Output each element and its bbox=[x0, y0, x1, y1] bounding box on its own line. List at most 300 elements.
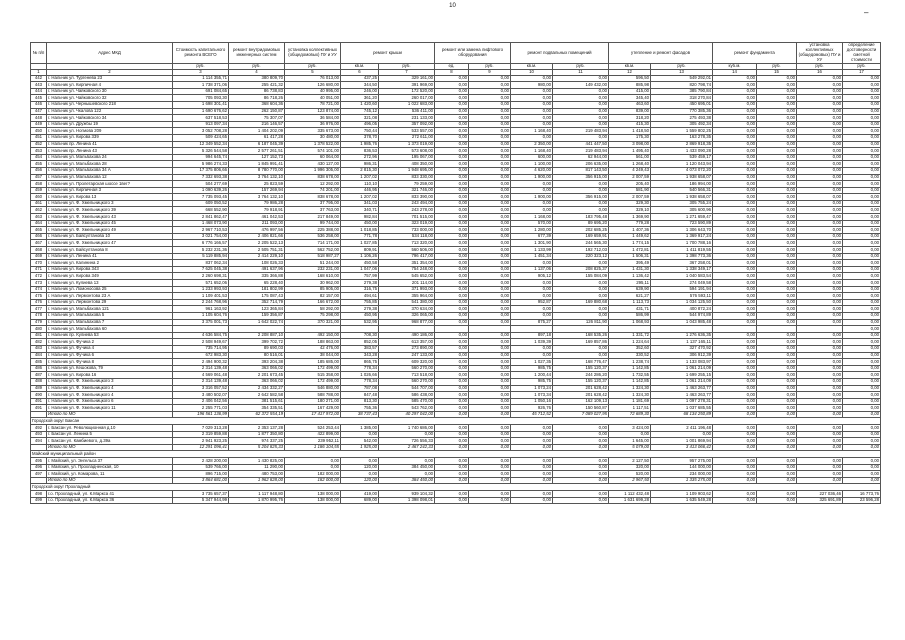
row-value: 0,00 bbox=[843, 273, 881, 280]
row-value: 30 962,00 bbox=[285, 280, 341, 287]
row-value: 2 869 918,35 bbox=[651, 141, 713, 148]
row-value: 0,00 bbox=[757, 161, 797, 168]
row-address: г. Нальчик ул. Кирова 13 bbox=[47, 194, 173, 201]
row-value: 1 420,60 bbox=[341, 101, 379, 108]
row-value: 0,00 bbox=[713, 319, 757, 326]
row-value: 329,30 bbox=[609, 200, 651, 207]
row-value: 383,57 bbox=[341, 345, 379, 352]
row-value: 0,00 bbox=[797, 438, 843, 445]
row-value: 0,00 bbox=[843, 194, 881, 201]
row-value: 0,00 bbox=[435, 108, 469, 115]
row-value: 745,12 bbox=[341, 108, 379, 115]
row-value: 0,00 bbox=[435, 411, 469, 418]
row-value: 0,00 bbox=[713, 286, 757, 293]
row-value: 380 809,70 bbox=[229, 75, 285, 82]
row-value: 3 764 132,10 bbox=[229, 194, 285, 201]
row-value: 441 447,50 bbox=[553, 141, 609, 148]
row-value: 36 584,00 bbox=[285, 115, 341, 122]
row-value: 1 113,73 bbox=[609, 299, 651, 306]
row-address: г. Нальчик ул. Фучика 2 bbox=[47, 339, 173, 346]
row-value bbox=[229, 326, 285, 333]
row-value: 318,20 bbox=[609, 115, 651, 122]
row-value: 0,00 bbox=[757, 306, 797, 313]
table-row bbox=[31, 214, 881, 221]
row-value: 255 421,32 bbox=[229, 82, 285, 89]
row-value: 0,00 bbox=[757, 312, 797, 319]
row-value: 3 424,00 bbox=[609, 425, 651, 432]
row-value: 79 918,91 bbox=[229, 207, 285, 214]
row-value: 0,00 bbox=[843, 75, 881, 82]
row-value: 4 620,00 bbox=[511, 167, 553, 174]
row-value: 0,00 bbox=[797, 266, 843, 273]
row-value: 0,00 bbox=[435, 214, 469, 221]
row-value: 2 353 137,28 bbox=[229, 425, 285, 432]
row-value: 986,31 bbox=[341, 161, 379, 168]
row-number: 480 bbox=[31, 326, 47, 333]
row-value: 1 109 903,62 bbox=[651, 491, 713, 498]
row-value bbox=[797, 326, 843, 333]
row-value: 0,00 bbox=[797, 359, 843, 366]
row-value: 0,00 bbox=[435, 293, 469, 300]
row-value: 0,00 bbox=[843, 372, 881, 379]
row-value: 0,00 bbox=[843, 121, 881, 128]
row-value: 169 659,91 bbox=[553, 233, 609, 240]
row-number: 494 bbox=[31, 438, 47, 445]
row-value: 1 431,30 bbox=[609, 266, 651, 273]
row-value: 1 645,00 bbox=[609, 438, 651, 445]
row-value: 40 995,00 bbox=[285, 88, 341, 95]
row-value bbox=[713, 326, 757, 333]
row-value: 1 338 349,17 bbox=[651, 266, 713, 273]
row-value: 787,08 bbox=[341, 385, 379, 392]
row-value: 0,00 bbox=[843, 339, 881, 346]
row-value: 0,00 bbox=[469, 471, 511, 478]
row-value: 0,00 bbox=[435, 372, 469, 379]
row-value: 0,00 bbox=[435, 405, 469, 412]
row-value: 982,84 bbox=[341, 214, 379, 221]
row-value: 714 171,00 bbox=[285, 240, 341, 247]
row-value: 1 050,16 bbox=[511, 398, 553, 405]
row-value: 126 811,90 bbox=[553, 319, 609, 326]
row-value: 0,00 bbox=[843, 359, 881, 366]
row-value: 0,00 bbox=[435, 148, 469, 155]
row-value: 0,00 bbox=[797, 458, 843, 465]
row-value: 2 941 923,25 bbox=[173, 438, 229, 445]
row-value: 0,00 bbox=[843, 398, 881, 405]
row-value: 172 499,00 bbox=[285, 378, 341, 385]
row-value: 0,00 bbox=[797, 378, 843, 385]
row-value: 0,00 bbox=[757, 286, 797, 293]
row-value: 0,00 bbox=[511, 312, 553, 319]
row-value: 99 744,00 bbox=[285, 220, 341, 227]
row-value: 0,00 bbox=[757, 280, 797, 287]
row-value bbox=[435, 326, 469, 333]
row-address: г. Нальчик пр. Ленина 43 bbox=[47, 148, 173, 155]
row-value: 1 105 604,76 bbox=[173, 312, 229, 319]
row-value: 126 680,00 bbox=[285, 82, 341, 89]
table-row bbox=[31, 438, 881, 445]
header-cell: руб. bbox=[843, 64, 881, 70]
row-value: 1 018,85 bbox=[341, 227, 379, 234]
row-value: 770 385,36 bbox=[651, 108, 713, 115]
table-row bbox=[31, 280, 881, 287]
row-value: 1 495,40 bbox=[609, 148, 651, 155]
header-row-titles bbox=[31, 43, 881, 64]
row-value: 0,00 bbox=[843, 378, 881, 385]
row-address: г. Нальчик ул. Ф. Хмельницкого 11 bbox=[47, 405, 173, 412]
row-value: 494,61 bbox=[341, 293, 379, 300]
row-value: 182 000,00 bbox=[285, 477, 341, 484]
row-value: 576 593,11 bbox=[651, 293, 713, 300]
row-value: 1 642 022,74 bbox=[229, 319, 285, 326]
row-value: 496,05 bbox=[341, 121, 379, 128]
row-value: 691 084,65 bbox=[173, 88, 229, 95]
row-number: 465 bbox=[31, 227, 47, 234]
row-number: 476 bbox=[31, 299, 47, 306]
table-row bbox=[31, 352, 881, 359]
capital-repair-table bbox=[30, 42, 881, 504]
row-address: г. Нальчик ул. Ф. Хмельницкого 4 bbox=[47, 385, 173, 392]
row-value: 0,00 bbox=[843, 345, 881, 352]
row-number: 497 bbox=[31, 471, 47, 478]
row-value: 205,40 bbox=[609, 181, 651, 188]
row-value: 186 994,00 bbox=[651, 181, 713, 188]
row-value: 86 738,83 bbox=[229, 88, 285, 95]
row-value: 708,30 bbox=[341, 332, 379, 339]
row-value: 561,00 bbox=[609, 154, 651, 161]
row-value: 913 097,34 bbox=[173, 121, 229, 128]
row-value: 0,00 bbox=[757, 425, 797, 432]
row-value: 536 258,00 bbox=[285, 233, 341, 240]
row-value: 0,00 bbox=[435, 253, 469, 260]
row-value: 723 590,89 bbox=[651, 220, 713, 227]
table-body bbox=[31, 75, 881, 504]
row-value: 274 049,58 bbox=[651, 280, 713, 287]
row-value: 994 645,74 bbox=[173, 154, 229, 161]
row-value: 1 430 825,00 bbox=[229, 458, 285, 465]
table-row bbox=[31, 220, 881, 227]
row-value: 163 278,35 bbox=[651, 134, 713, 141]
row-value: 539 766,00 bbox=[173, 464, 229, 471]
row-value: 0,00 bbox=[469, 240, 511, 247]
row-value: 162 109,13 bbox=[553, 398, 609, 405]
row-value: 0,00 bbox=[469, 141, 511, 148]
row-value: 0,00 bbox=[843, 260, 881, 267]
row-value: 195 067,00 bbox=[379, 154, 435, 161]
row-value: 1 133,99 bbox=[511, 247, 553, 254]
row-value: 1 207,02 bbox=[341, 174, 379, 181]
row-value: 36 976,00 bbox=[285, 121, 341, 128]
row-value: 0,00 bbox=[797, 115, 843, 122]
row-value: 0,00 bbox=[713, 200, 757, 207]
row-value: 839,00 bbox=[609, 108, 651, 115]
row-value bbox=[469, 326, 511, 333]
row-value: 0,00 bbox=[469, 306, 511, 313]
row-value: 0,00 bbox=[469, 233, 511, 240]
row-value: 3 052 708,28 bbox=[173, 128, 229, 135]
row-value: 0,00 bbox=[757, 293, 797, 300]
row-number: 473 bbox=[31, 280, 47, 287]
row-value: 0,00 bbox=[757, 181, 797, 188]
row-value: 1 324,30 bbox=[609, 392, 651, 399]
row-value: 0,00 bbox=[757, 339, 797, 346]
row-address: г. Нальчик ул. Ф. Хмельницкого 47 bbox=[47, 240, 173, 247]
row-address: г. Нальчик ул. Фучика 4 bbox=[47, 345, 173, 352]
row-value: 354 335,51 bbox=[229, 405, 285, 412]
row-value: 0,00 bbox=[797, 233, 843, 240]
row-value: 1 061 214,09 bbox=[651, 378, 713, 385]
row-value: 0,00 bbox=[553, 207, 609, 214]
row-value: 1 114 355,71 bbox=[173, 75, 229, 82]
row-value: 0,00 bbox=[435, 339, 469, 346]
row-number bbox=[31, 444, 47, 451]
header-col-basement: ремонт подвальных помещений bbox=[511, 43, 609, 64]
row-value: 3 021 754,00 bbox=[173, 233, 229, 240]
row-value: 0,00 bbox=[713, 385, 757, 392]
header-cell: 8 bbox=[435, 69, 469, 75]
header-cell: руб. bbox=[173, 64, 229, 70]
row-number: 484 bbox=[31, 352, 47, 359]
row-number: 499 bbox=[31, 497, 47, 504]
row-value: 1 039,39 bbox=[511, 339, 553, 346]
row-number: 453 bbox=[31, 148, 47, 155]
row-value: 1 040 583,54 bbox=[651, 273, 713, 280]
row-value: 0,00 bbox=[435, 161, 469, 168]
row-value: 560 506,00 bbox=[379, 247, 435, 254]
row-value: 5 232 231,36 bbox=[173, 247, 229, 254]
row-value: 0,00 bbox=[469, 247, 511, 254]
row-value: 0,00 bbox=[757, 115, 797, 122]
row-value: 12 291 096,41 bbox=[173, 444, 229, 451]
row-value: 609 320,00 bbox=[379, 359, 435, 366]
row-value: 0,00 bbox=[797, 471, 843, 478]
row-value: 1 996 305,00 bbox=[285, 167, 341, 174]
row-value: 0,00 bbox=[469, 280, 511, 287]
row-value: 0,00 bbox=[797, 95, 843, 102]
row-value: 1 369 917,24 bbox=[651, 233, 713, 240]
row-value: 571 652,06 bbox=[173, 280, 229, 287]
row-value: 0,00 bbox=[469, 312, 511, 319]
row-value: 672 983,30 bbox=[173, 352, 229, 359]
row-number: 451 bbox=[31, 134, 47, 141]
row-value: 12 349 552,34 bbox=[173, 141, 229, 148]
header-cell: руб. bbox=[553, 64, 609, 70]
row-value: 0,00 bbox=[843, 306, 881, 313]
row-number: 461 bbox=[31, 200, 47, 207]
row-value: 0,00 bbox=[843, 108, 881, 115]
row-value: 1 117,51 bbox=[609, 405, 651, 412]
row-value: 0,00 bbox=[553, 464, 609, 471]
row-value: 0,00 bbox=[511, 444, 553, 451]
row-value: 120,00 bbox=[341, 477, 379, 484]
row-value: 0,00 bbox=[511, 464, 553, 471]
row-value: 0,00 bbox=[469, 425, 511, 432]
table-row bbox=[31, 260, 881, 267]
row-value: 295,11 bbox=[609, 280, 651, 287]
row-value: 957 275,00 bbox=[651, 458, 713, 465]
table-row bbox=[31, 326, 881, 333]
row-value: 0,00 bbox=[469, 293, 511, 300]
row-value: 202 685,25 bbox=[553, 227, 609, 234]
row-value: 0,00 bbox=[713, 352, 757, 359]
row-value: 0,00 bbox=[843, 266, 881, 273]
row-address: г. Майский, ул. Прохладненская, 10 bbox=[47, 464, 173, 471]
row-value: 1 451,34 bbox=[511, 253, 553, 260]
table-row bbox=[31, 247, 881, 254]
table-row bbox=[31, 128, 881, 135]
row-value: 0,00 bbox=[757, 477, 797, 484]
row-value: 0,00 bbox=[469, 444, 511, 451]
table-row bbox=[31, 378, 881, 385]
row-number: 460 bbox=[31, 194, 47, 201]
table-row bbox=[31, 497, 881, 504]
row-value: 159 356,87 bbox=[229, 312, 285, 319]
row-value: 0,00 bbox=[713, 359, 757, 366]
row-address: г. Нальчик ул. Мальбахова 34 А bbox=[47, 167, 173, 174]
row-value: 0,00 bbox=[843, 411, 881, 418]
row-value: 4 636 584,75 bbox=[173, 332, 229, 339]
row-value: 1 331,72 bbox=[609, 332, 651, 339]
row-value: 0,00 bbox=[511, 431, 553, 438]
row-value: 0,00 bbox=[757, 372, 797, 379]
table-row bbox=[31, 431, 881, 438]
row-value: 0,00 bbox=[797, 372, 843, 379]
row-value: 0,00 bbox=[469, 497, 511, 504]
row-value: 1 001 869,94 bbox=[651, 438, 713, 445]
row-value: 1 324,30 bbox=[609, 385, 651, 392]
header-col-facade: утепление и ремонт фасадов bbox=[609, 43, 713, 64]
row-value: 0,00 bbox=[797, 174, 843, 181]
row-value: 0,00 bbox=[553, 312, 609, 319]
row-value: 0,00 bbox=[713, 306, 757, 313]
row-value: 1 068,93 bbox=[609, 319, 651, 326]
row-value: 778,34 bbox=[341, 378, 379, 385]
row-address: г. Нальчик ул. Мальбахова 5 bbox=[47, 312, 173, 319]
row-value: 0,00 bbox=[553, 491, 609, 498]
row-number: 490 bbox=[31, 392, 47, 399]
row-value: 1 133 083,97 bbox=[651, 359, 713, 366]
row-value: 0,00 bbox=[843, 319, 881, 326]
row-value bbox=[379, 326, 435, 333]
table-row bbox=[31, 141, 881, 148]
row-value: 0,00 bbox=[797, 411, 843, 418]
row-value: 0,00 bbox=[435, 95, 469, 102]
row-value: 7 332 693,38 bbox=[173, 174, 229, 181]
row-value: 0,00 bbox=[469, 266, 511, 273]
row-address: г. Нальчик пр. Ленина 41 bbox=[47, 141, 173, 148]
row-value: 581,90 bbox=[609, 187, 651, 194]
row-value: 0,00 bbox=[797, 108, 843, 115]
row-value: 1 276 636,35 bbox=[651, 332, 713, 339]
row-value: 817 143,50 bbox=[553, 167, 609, 174]
row-value: 0,00 bbox=[341, 431, 379, 438]
row-value: 0,00 bbox=[757, 438, 797, 445]
row-value: 0,00 bbox=[797, 161, 843, 168]
row-value: 0,00 bbox=[713, 161, 757, 168]
row-number bbox=[31, 477, 47, 484]
row-value: 408 350,00 bbox=[379, 161, 435, 168]
row-value: 363 066,02 bbox=[229, 365, 285, 372]
row-value: 23 596,28 bbox=[843, 497, 881, 504]
row-value: 0,00 bbox=[797, 207, 843, 214]
row-value: 0,00 bbox=[469, 458, 511, 465]
row-value: 1 109 401,53 bbox=[173, 293, 229, 300]
row-value: 108 026,33 bbox=[229, 260, 285, 267]
row-value: 0,00 bbox=[797, 101, 843, 108]
row-number: 481 bbox=[31, 332, 47, 339]
row-value: 2 508 949,67 bbox=[173, 339, 229, 346]
row-value: 0,00 bbox=[435, 345, 469, 352]
row-value: 0,00 bbox=[713, 253, 757, 260]
row-value: 0,00 bbox=[553, 115, 609, 122]
row-value: 340,71 bbox=[341, 207, 379, 214]
row-value: 532,95 bbox=[341, 319, 379, 326]
row-value: 0,00 bbox=[435, 365, 469, 372]
row-value: 419,00 bbox=[341, 491, 379, 498]
row-value: 0,00 bbox=[511, 101, 553, 108]
row-value: 939 104,32 bbox=[379, 491, 435, 498]
row-value: 0,00 bbox=[757, 240, 797, 247]
row-value: 1 472,81 bbox=[609, 247, 651, 254]
row-value: 0,00 bbox=[713, 115, 757, 122]
header-cell: 10 bbox=[511, 69, 553, 75]
row-value: 586 438,00 bbox=[379, 392, 435, 399]
header-cell: кв.м. bbox=[609, 64, 651, 70]
row-value: 0,00 bbox=[435, 464, 469, 471]
row-value: 0,00 bbox=[469, 95, 511, 102]
row-value: 0,00 bbox=[757, 411, 797, 418]
row-value: 0,00 bbox=[435, 266, 469, 273]
row-value: 0,00 bbox=[609, 431, 651, 438]
row-value: 838 678,00 bbox=[285, 194, 341, 201]
row-value: 216 146,57 bbox=[229, 121, 285, 128]
row-value: 201 628,42 bbox=[553, 385, 609, 392]
row-value: 0,00 bbox=[435, 207, 469, 214]
row-value: 0,00 bbox=[797, 88, 843, 95]
row-value: 0,00 bbox=[757, 121, 797, 128]
row-value: 260 017,00 bbox=[379, 95, 435, 102]
row-value: 905,12 bbox=[511, 273, 553, 280]
row-value: 0,00 bbox=[713, 293, 757, 300]
row-value: 11 290,00 bbox=[229, 464, 285, 471]
row-value: 0,00 bbox=[435, 378, 469, 385]
row-value: 1 142,85 bbox=[609, 365, 651, 372]
row-value: 220 323,12 bbox=[553, 253, 609, 260]
row-value: 166 672,00 bbox=[285, 299, 341, 306]
row-value: 0,00 bbox=[797, 227, 843, 234]
row-value: 0,00 bbox=[553, 95, 609, 102]
row-value: 65 228,40 bbox=[229, 280, 285, 287]
row-value: 0,00 bbox=[469, 227, 511, 234]
row-number: 478 bbox=[31, 312, 47, 319]
row-number: 446 bbox=[31, 101, 47, 108]
row-value: 1 404 202,09 bbox=[229, 128, 285, 135]
row-value: 0,00 bbox=[797, 280, 843, 287]
row-value: 329,10 bbox=[609, 207, 651, 214]
row-value: 316,75 bbox=[341, 286, 379, 293]
row-value: 705 093,30 bbox=[173, 95, 229, 102]
row-number: 462 bbox=[31, 207, 47, 214]
row-value: 144 000,00 bbox=[651, 464, 713, 471]
table-row bbox=[31, 253, 881, 260]
row-value: 68 134 250,89 bbox=[651, 411, 713, 418]
row-value: 0,00 bbox=[553, 260, 609, 267]
row-value: 0,00 bbox=[757, 141, 797, 148]
row-value: 60 064,00 bbox=[285, 154, 341, 161]
row-value: 0,00 bbox=[469, 207, 511, 214]
row-address: г. Нальчик ул. Лермонтова 29 bbox=[47, 299, 173, 306]
row-value: 0,00 bbox=[511, 134, 553, 141]
